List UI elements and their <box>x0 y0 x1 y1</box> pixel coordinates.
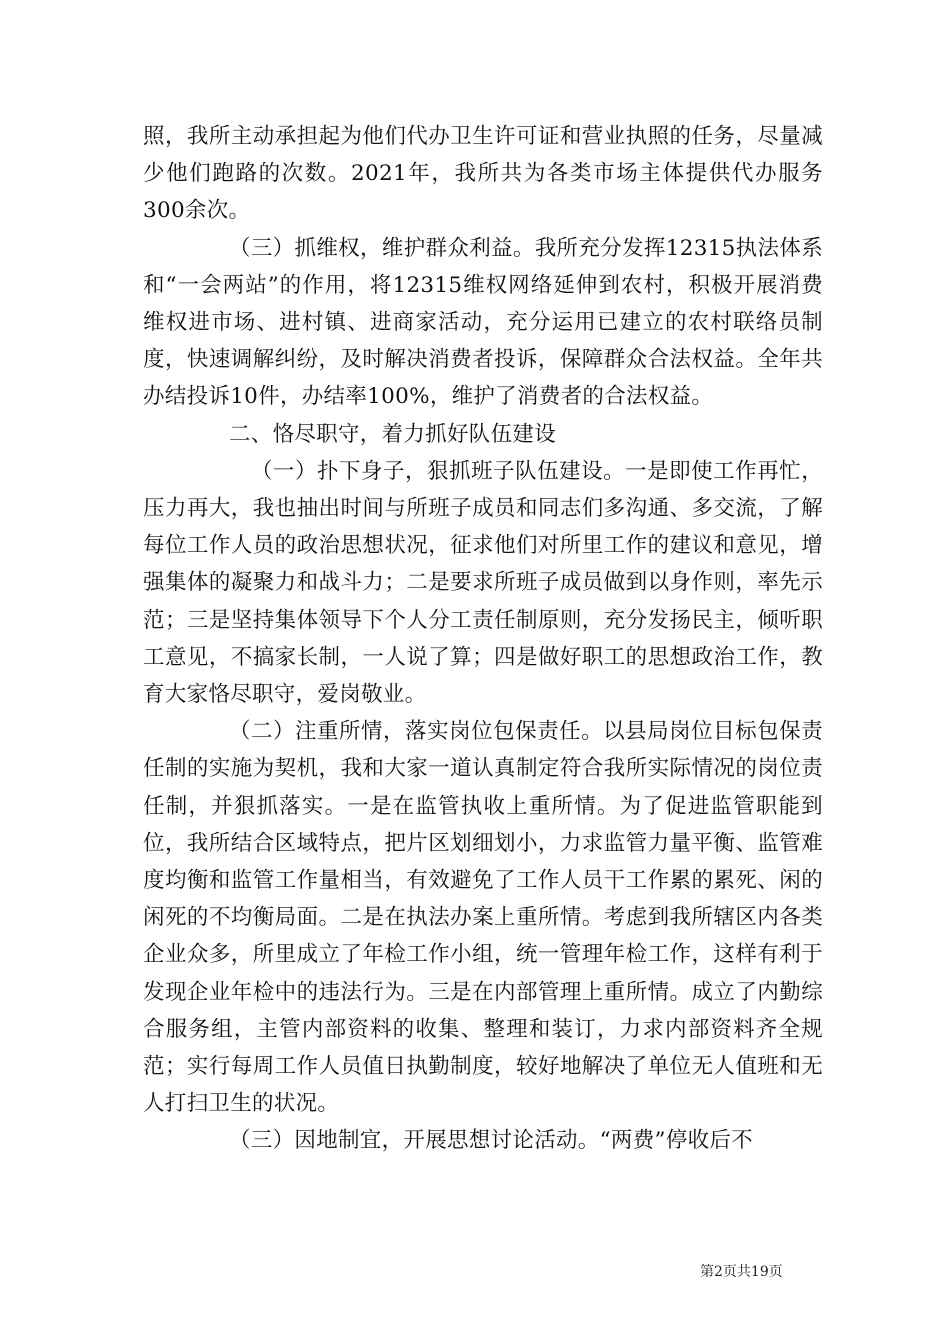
page-number-footer: 第2页共19页 <box>700 1264 783 1280</box>
paragraph-discussion-activity: （三）因地制宜，开展思想讨论活动。“两费”停收后不 <box>229 1128 753 1154</box>
paragraph-continuation: 照，我所主动承担起为他们代办卫生许可证和营业执照的任务，尽量减少他们跑路的次数。2021年，我所共为各类市场主体提供代办服务300余次。 <box>143 124 823 224</box>
document-body <box>143 118 823 1160</box>
paragraph-post-responsibility: （二）注重所情，落实岗位包保责任。以县局岗位目标包保责任制的实施为契机，我和大家一道认真制定符合我所实际情况的岗位责任制，并狠抓落实。一是在监管执收上重所情。为了促进监管职能到位，我所结合区域特点，把片区划细划小，力求监管力量平衡、监管难度均衡和监管工作量相当，有效避免了工作人员干工作累的累死、闲的闲死的不均衡局面。二是在执法办案上重所情。考虑到我所辖区内各类企业众多，所里成立了年检工作小组，统一管理年检工作，这样有利于发现企业年检中的违法行为。三是在内部管理上重所情。成立了内勤综合服务组，主管内部资料的收集、整理和装订，力求内部资料齐全规范；实行每周工作人员值日执勤制度，较好地解决了单位无人值班和无人打扫卫生的状况。 <box>143 719 823 1117</box>
paragraph-leadership-team: （一）扑下身子，狠抓班子队伍建设。一是即使工作再忙，压力再大，我也抽出时间与所班子成员和同志们多沟通、多交流，了解每位工作人员的政治思想状况，征求他们对所里工作的建议和意见，增强集体的凝聚力和战斗力；二是要求所班子成员做到以身作则，率先示范；三是坚持集体领导下个人分工责任制原则，充分发扬民主，倾听职工意见，不搞家长制，一人说了算；四是做好职工的思想政治工作，教育大家恪尽职守，爱岗敬业。 <box>143 458 823 708</box>
paragraph-consumer-rights: （三）抓维权，维护群众利益。我所充分发挥12315执法体系和“一会两站”的作用，将12315维权网络延伸到农村，积极开展消费维权进市场、进村镇、进商家活动，充分运用已建立的农村联络员制度，快速调解纠纷，及时解决消费者投诉，保障群众合法权益。全年共办结投诉10件，办结率100%，维护了消费者的合法权益。 <box>143 235 823 410</box>
section-heading-team-building: 二、恪尽职守，着力抓好队伍建设 <box>229 421 557 447</box>
